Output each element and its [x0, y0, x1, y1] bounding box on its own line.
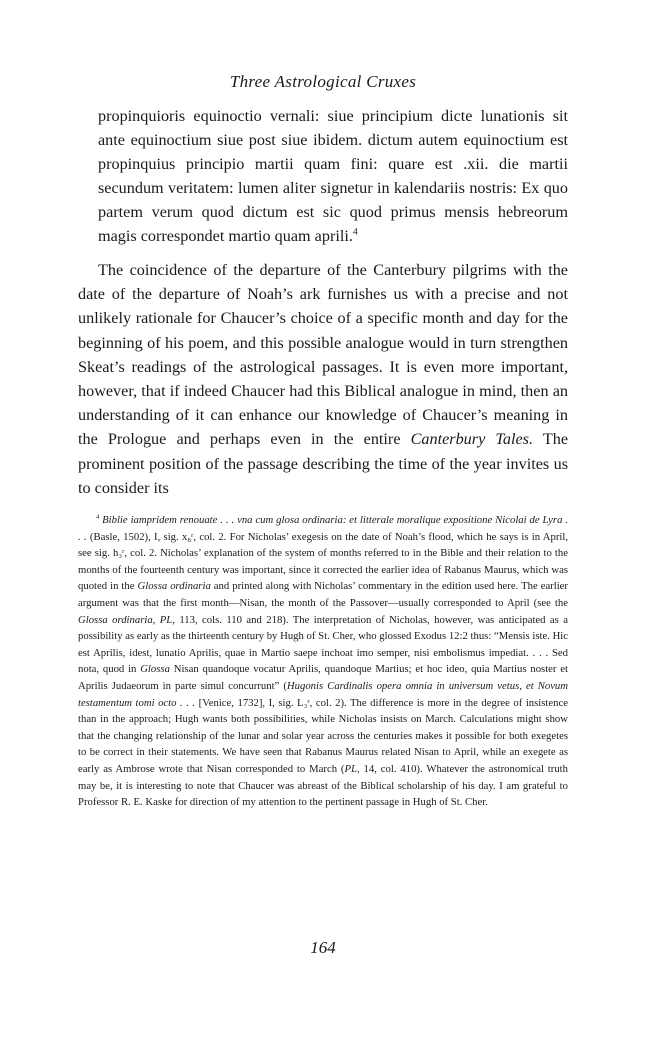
footnote-text-b: (Basle, 1502), I, sig. x₈ʳ, col. 2. For Nicholas’ exegesis on the date of Noah’s flood, which he says is in April, see sig. h₃ʳ, col. 2. Nicholas’ explanation of the system of months referred to in the Bible and their relation to the months of the fourteenth century was important, since it corrected the earlier idea of Rabanus Maurus, which was quoted in the: [78, 530, 568, 593]
footnote-italic-e: Glossa ordinaria, PL,: [78, 613, 175, 626]
footnote: [78, 512, 568, 811]
paragraph-text-2: The prominent position of the passage describing the time of the year invites us to consider its: [78, 430, 569, 497]
latin-quotation: [98, 104, 568, 248]
footnote-italic-i: Hugonis Cardinalis opera omnia in universum vetus, et Novum testamentum tomi octo . . .: [78, 679, 568, 709]
footnote-italic-k: PL,: [344, 762, 360, 775]
footnote-text-f: 113, cols. 110 and 218). The interpretation of Nicholas, however, was anticipated as a possibility as early as the thirteenth century by Hugh of St. Cher, who glossed Exodus 12:2 thus: “Mensis iste. Hic est Aprilis, idest, lunatio Aprilis, quae in Martio saepe inchoat imo semper, nisi embolismus impediat. . . . Sed nota, quod in: [78, 613, 568, 676]
running-head: Three Astrological Cruxes: [229, 72, 417, 91]
footnote-reference: 4: [352, 226, 358, 238]
footnote-italic-g: Glossa: [140, 663, 170, 676]
paragraph-italic-title: Canterbury Tales.: [410, 430, 534, 449]
footnote-italic-c: Glossa ordinaria: [137, 580, 211, 593]
body-paragraph: [78, 258, 568, 500]
footnote-text-j: [Venice, 1732], I, sig. L₃ʳ, col. 2). The difference is more in the degree of insistence than in the approach; Hugh wants both possibilities, while Nicholas insists on March. Calculations might show that the changing relationship of the lunar and solar year across the centuries makes it possible for both exegetes to be correct in their statements. We have seen that Rabanus Maurus related Nisan to April, while an exegete as early as Ambrose wrote that Nisan corresponded to March (: [78, 696, 568, 775]
footnote-number: 4: [96, 513, 100, 521]
quotation-text: propinquioris equinoctio vernali: siue principium dicte lunationis sit ante equinoctium siue post siue ibidem. dictum autem equinoctium est propinquius principio martii quam fini: quare est .xii. die martii secundum veritatem: lumen aliter signetur in kalendariis nostris: Ex quo partem verum quod dictum est sic quod primus mensis hebreorum magis correspondet martio quam aprili.: [98, 107, 568, 245]
page: [78, 70, 569, 957]
page-number: 164: [310, 938, 336, 957]
footnote-text-d: and printed along with Nicholas’ commentary in the edition used here. The earlier argument was that the first month—Nisan, the month of the Passover—usually corresponded to April (see the: [78, 580, 568, 609]
footnote-italic-a: Biblie iampridem renouate . . . vna cum glosa ordinaria: et litterale moralique expositione Nicolai de Lyra . . .: [78, 514, 568, 543]
paragraph-text-1: The coincidence of the departure of the Canterbury pilgrims with the date of the departure of Noah’s ark furnishes us with a precise and not unlikely rationale for Chaucer’s choice of a specific month and day for the beginning of his poem, and this possible analogue would in turn strengthen Skeat’s readings of the astrological passages. It is even more important, however, that if indeed Chaucer had this Biblical analogue in mind, then an understanding of it can enhance our knowledge of Chaucer’s meaning in the Prologue and perhaps even in the entire: [78, 261, 568, 449]
footnote-text-h: Nisan quandoque vocatur Aprilis, quandoque Martius; et hoc ideo, quia Martius noster et Aprilis Judaeorum in parte simul concurrunt” (: [78, 663, 568, 692]
footnote-text-l: 14, col. 410). Whatever the astronomical truth may be, it is interesting to note that Chaucer was abreast of the Biblical scholarship of his day. I am grateful to Professor R. E. Kaske for direction of my attention to the pertinent passage in Hugh of St. Cher.: [78, 762, 568, 809]
